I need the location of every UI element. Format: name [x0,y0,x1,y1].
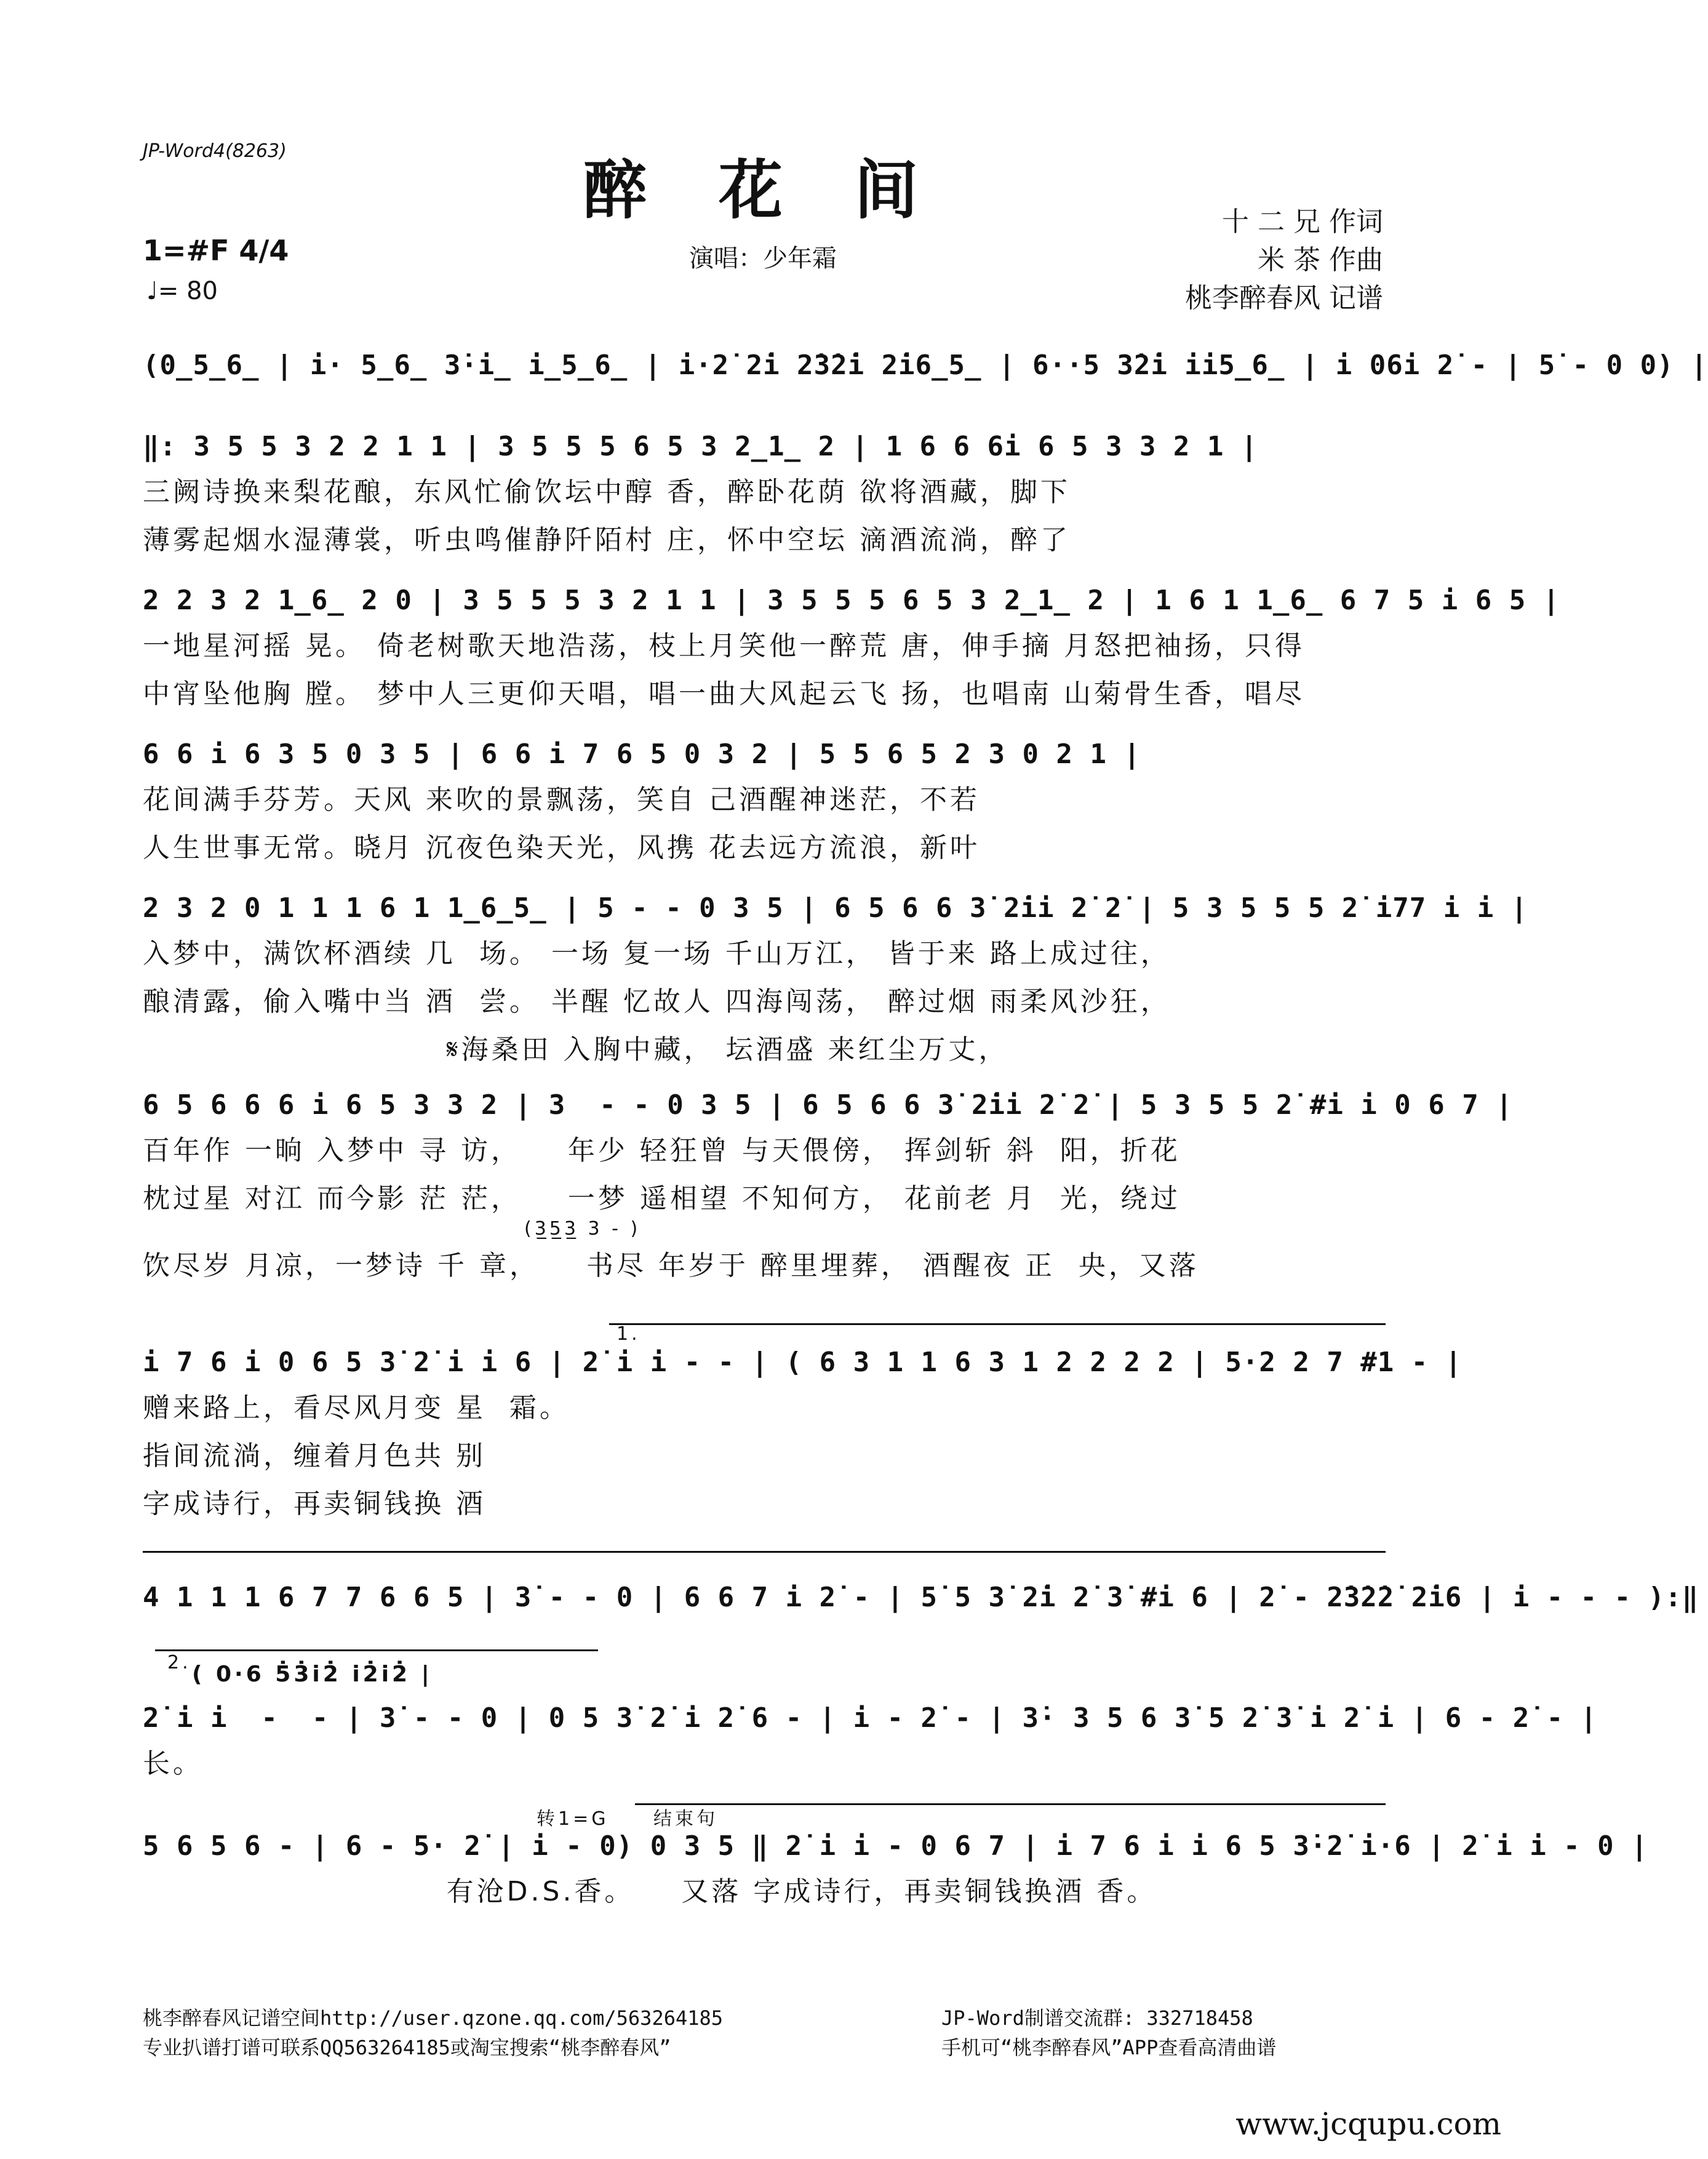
lyricist-credit: 十 二 兄 作词 [1222,206,1383,238]
footer-left [143,2003,723,2062]
footer-app-line: 手机可“桃李醉春风”APP查看高清曲谱 [941,2036,1277,2059]
footer-contact-line: 专业扒谱打谱可联系QQ563264185或淘宝搜索“桃李醉春风” [143,2036,671,2059]
score-system-2 [143,585,1560,711]
volta-1: 1. [617,1323,640,1345]
lyric-line-1: 百年作 一晌 入梦中 寻 访， 年少 轻狂曾 与天偎傍， 挥剑斩 斜 阳，折花 [143,1135,1181,1166]
lyric-line-1: 花间满手芬芳。天风 来吹的景飘荡，笑自 己酒醒神迷茫，不若 [143,784,980,815]
lyric-line-3: 𝄋海桑田 入胸中藏， 坛酒盛 来红尘万丈， [143,1034,1009,1065]
notation-line: 5 6 5 6 - | 6 - 5· 2̇ | i - 0) 0 3 5 ‖ 2̇ i i - 0 6 7 | i 7 6 i i 6 5 3̇·2̇ i·6 | 2̇ i i - 0 | [143,1830,1648,1862]
notation-line: 6 6 i 6 3 5 0 3 5 | 6 6 i 7 6 5 0 3 2 | 5 5 6 5 2 3 0 2 1 | [143,739,1141,770]
site-watermark: www.jcqupu.com [1235,2106,1501,2142]
lyric-line-2: 薄雾起烟水湿薄裳，听虫鸣催静阡陌村 庄，怀中空坛 滴酒流淌，醉了 [143,524,1071,556]
notation-line: (0̲5̲6̲ | i· 5̲6̲ 3̇·i̲ i̲5̲6̲ | i·2̇ 2̇i 2̇3̇2̇i 2̇i6̲5̲ | 6··5 3̇2̇i ii5̲6̲ | i 06i 2̇ - | 5̇ - 0 0) | [143,350,1708,381]
notation-line: 6 5 6 6 6 i 6 5 3 3 2 | 3 - - 0 3 5 | 6 5 6 6 3̇ 2̇ii 2̇ 2̇ | 5 3 5 5 2̇ #i i 0 6 7 | [143,1089,1513,1121]
coda-label: 结束句 [653,1808,718,1830]
lyric-line-2: 人生世事无常。晓月 沉夜色染天光，风携 花去远方流浪，新叶 [143,832,980,863]
notation-line: 2 2 3 2 1̲6̲ 2 0 | 3 5 5 5 3 2 1 1 | 3 5 5 5 6 5 3 2̲1̲ 2 | 1 6 1 1̲6̲ 6 7 5 i 6 5 | [143,585,1560,616]
transcriber-credit: 桃李醉春风 记谱 [1185,282,1383,314]
key-change: 转1=G [537,1808,609,1830]
page-title: 醉 花 间 [583,152,943,228]
score-system-8 [143,1649,1598,1780]
lyric-line-1: 入梦中，满饮杯酒续 几 场。 一场 复一场 千山万江， 皆于来 路上成过往， [143,938,1171,969]
score-system-9 [143,1803,1648,1909]
notation-line: i 7 6 i 0 6 5 3̇ 2̇ i i 6 | 2̇ i i - - | ( 6 3 1 1 6 3 1 2 2 2 2 | 5·2 2 7 #1 - | [143,1347,1463,1378]
footer-group-line: JP-Word制谱交流群: 332718458 [941,2006,1253,2030]
notation-line: 2̇ i i - - | 3̇ - - 0 | 0 5 3̇ 2̇ i 2̇ 6 - | i - 2̇ - | 3̇· 3 5 6 3̇ 5 2̇ 3̇ i 2̇ i | 6 - 2̇ - | [143,1702,1598,1734]
lyric-line-3: 饮尽岁 月凉，一梦诗 千 章， 书尽 年岁于 醉里埋葬， 酒醒夜 正 央，又落 [143,1250,1199,1281]
notation-line: 4 1 1 1 6 7 7 6 6 5 | 3̇ - - 0 | 6 6 7 i 2̇ - | 5̇ 5 3̇ 2̇i 2̇ 3̇ #i 6 | 2̇ - 2̇3̇2̇2̇ 2̇i6 | i - - - ):‖ [143,1582,1699,1613]
singer-line: 演唱：少年霜 [689,244,837,273]
lyric-line-1: 有沧D.S.香。 又落 字成诗行，再卖铜钱换酒 香。 [143,1876,1157,1907]
volta-2-notes: ( 0·6 5̇3̇i2̇ i2̇i2̇ | [192,1662,433,1687]
annotation-bracket-notes: (3̲5̲3̲ 3 - ) [524,1218,641,1240]
lyric-line-1: 长。 [143,1748,203,1779]
lyric-line-1: 赠来路上，看尽风月变 星 霜。 [143,1392,570,1424]
score-system-1 [143,431,1386,557]
source-tag: JP-Word4(8263) [143,140,287,162]
notation-line: ‖: 3 5 5 3 2 2 1 1 | 3 5 5 5 6 5 3 2̲1̲ 2 | 1 6 6 6i 6 5 3 3 2 1 | [143,431,1258,462]
lyric-line-1: 三阙诗换来梨花酿，东风忙偷饮坛中醇 香，醉卧花荫 欲将酒藏，脚下 [143,476,1071,508]
footer-right [941,2003,1276,2062]
score-system-4 [143,892,1528,1067]
tempo-mark: ♩= 80 [146,277,218,305]
notation-line: 2 3 2 0 1 1 1 6 1 1̲6̲5̲ | 5 - - 0 3 5 | 6 5 6 6 3̇ 2̇ii 2̇ 2̇ | 5 3 5 5 5 2̇ i77 i i | [143,892,1528,924]
lyric-line-2: 枕过星 对江 而今影 茫 茫， 一梦 遥相望 不知何方， 花前老 月 光，绕过 [143,1183,1181,1214]
score-system-3 [143,739,1386,865]
score-system-intro [143,350,1708,381]
key-signature: 1=#F 4/4 [143,234,289,267]
lyric-line-2: 中宵坠他胸 膛。 梦中人三更仰天唱，唱一曲大风起云飞 扬，也唱南 山菊骨生香，唱尽 [143,678,1305,710]
volta-2: 2. [167,1652,191,1673]
footer-link-line: 桃李醉春风记谱空间http://user.qzone.qq.com/563264185 [143,2006,724,2030]
score-system-6 [143,1323,1463,1521]
score-system-7 [143,1551,1699,1613]
lyric-line-2: 酿清露，偷入嘴中当 酒 尝。 半醒 忆故人 四海闯荡， 醉过烟 雨柔风沙狂， [143,986,1171,1017]
lyric-line-1: 一地星河摇 晃。 倚老树歌天地浩荡，枝上月笑他一醉荒 唐，伸手摘 月怒把袖扬，只得 [143,630,1305,662]
lyric-line-2: 指间流淌，缠着月色共 别 [143,1440,486,1472]
credits-block [1185,203,1383,318]
composer-credit: 米 茶 作曲 [1258,244,1383,276]
lyric-line-3: 字成诗行，再卖铜钱换 酒 [143,1488,486,1520]
score-system-5 [143,1089,1513,1283]
